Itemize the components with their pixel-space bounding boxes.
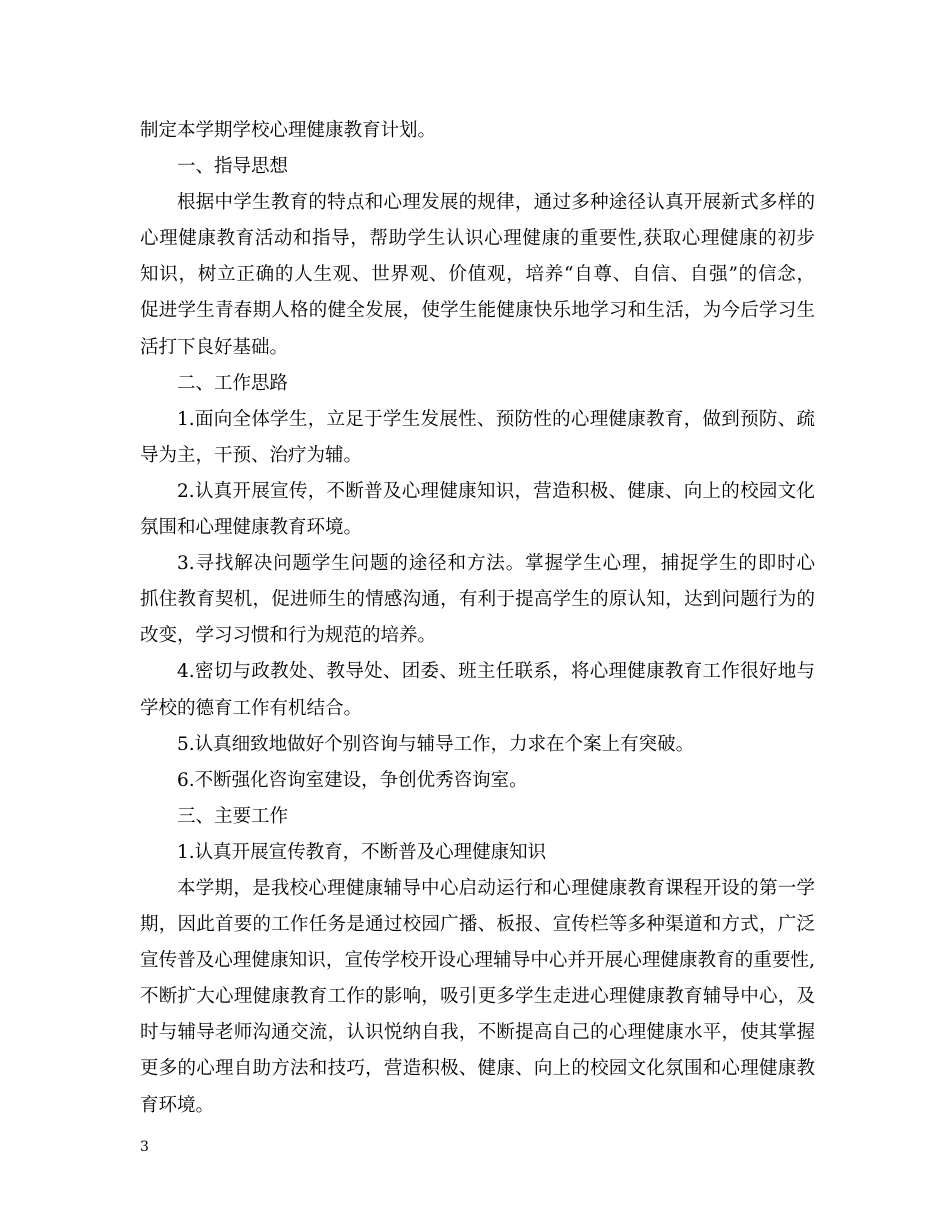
text-line: 制定本学期学校心理健康教育计划。 bbox=[140, 120, 437, 141]
document-body bbox=[140, 113, 815, 1124]
list-item-line: 2.认真开展宣传，不断普及心理健康知识，营造积极、健康、向上的校园文化 bbox=[177, 480, 815, 502]
subsection-heading: 1.认真开展宣传教育，不断普及心理健康知识 bbox=[177, 841, 547, 863]
list-item-line: 6.不断强化咨询室建设，争创优秀咨询室。 bbox=[177, 769, 528, 791]
section-heading: 二、工作思路 bbox=[177, 372, 289, 394]
page-number: 3 bbox=[140, 1139, 149, 1155]
text-line: 根据中学生教育的特点和心理发展的规律，通过多种途径认真开展新式多样的 bbox=[177, 192, 815, 214]
text-line: 不断扩大心理健康教育工作的影响，吸引更多学生走进心理健康教育辅导中心，及 bbox=[140, 986, 815, 1008]
text-line: 学校的德育工作有机结合。 bbox=[140, 697, 363, 719]
text-line: 本学期，是我校心理健康辅导中心启动运行和心理健康教育课程开设的第一学 bbox=[177, 877, 815, 899]
text-line: 氛围和心理健康教育环境。 bbox=[140, 517, 363, 539]
text-line: 导为主，干预、治疗为辅。 bbox=[140, 444, 363, 466]
text-line: 促进学生青春期人格的健全发展，使学生能健康快乐地学习和生活，为今后学习生 bbox=[140, 300, 815, 322]
list-item-line: 5.认真细致地做好个别咨询与辅导工作，力求在个案上有突破。 bbox=[177, 733, 695, 755]
section-heading: 一、指导思想 bbox=[177, 156, 289, 178]
list-item-line: 1.面向全体学生，立足于学生发展性、预防性的心理健康教育，做到预防、疏 bbox=[177, 408, 815, 430]
text-line: 活打下良好基础。 bbox=[140, 336, 289, 358]
text-line: 知识，树立正确的人生观、世界观、价值观，培养“自尊、自信、自强”的信念， bbox=[140, 264, 815, 286]
text-line: 更多的心理自助方法和技巧，营造积极、健康、向上的校园文化氛围和心理健康教 bbox=[140, 1058, 815, 1080]
text-line: 抓住教育契机，促进师生的情感沟通，有利于提高学生的原认知，达到问题行为的 bbox=[140, 589, 815, 611]
text-line: 心理健康教育活动和指导，帮助学生认识心理健康的重要性,获取心理健康的初步 bbox=[140, 228, 815, 250]
section-heading: 三、主要工作 bbox=[177, 805, 289, 827]
list-item-line: 4.密切与政教处、教导处、团委、班主任联系，将心理健康教育工作很好地与 bbox=[177, 661, 815, 683]
text-line: 改变，学习习惯和行为规范的培养。 bbox=[140, 625, 437, 647]
text-line: 宣传普及心理健康知识，宣传学校开设心理辅导中心并开展心理健康教育的重要性, bbox=[140, 950, 815, 972]
text-line: 时与辅导老师沟通交流，认识悦纳自我，不断提高自己的心理健康水平，使其掌握 bbox=[140, 1022, 815, 1044]
text-line: 育环境。 bbox=[140, 1094, 215, 1116]
text-line: 期，因此首要的工作任务是通过校园广播、板报、宣传栏等多种渠道和方式，广泛 bbox=[140, 914, 815, 936]
list-item-line: 3.寻找解决问题学生问题的途径和方法。掌握学生心理，捕捉学生的即时心 bbox=[177, 553, 815, 575]
